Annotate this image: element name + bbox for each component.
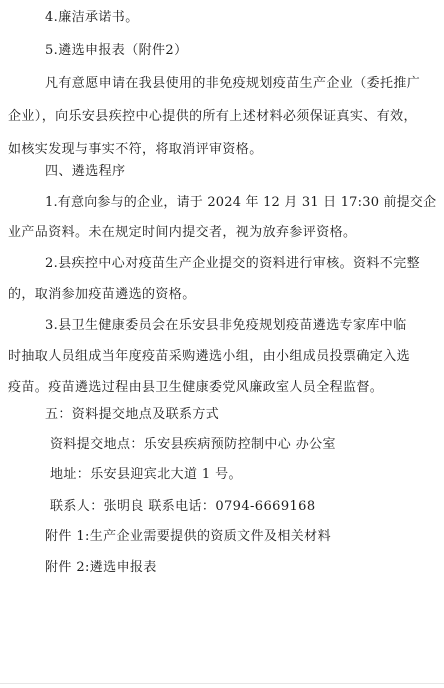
procedure-line-3: 2.县疾控中心对疫苗生产企业提交的资料进行审核。资料不完整 (45, 256, 421, 271)
section-five-heading: 五：资料提交地点及联系方式 (45, 407, 220, 422)
notice-line-1: 凡有意愿申请在我县使用的非免疫规划疫苗生产企业（委托推广 (45, 76, 421, 91)
page-bottom-divider (0, 683, 444, 684)
procedure-line-1: 1.有意向参与的企业，请于 2024 年 12 月 31 日 17:30 前提交企 (45, 195, 437, 210)
list-item-application-form: 5.遴选申报表（附件2） (45, 43, 188, 58)
contact-location: 资料提交地点：乐安县疾病预防控制中心 办公室 (50, 437, 336, 452)
contact-address: 地址：乐安县迎宾北大道 1 号。 (50, 467, 242, 482)
contact-person: 联系人：张明良 联系电话：0794-6669168 (50, 499, 316, 514)
procedure-line-7: 疫苗。疫苗遴选过程由县卫生健康委党风廉政室人员全程监督。 (8, 380, 384, 395)
procedure-line-2: 业产品资料。未在规定时间内提交者，视为放弃参评资格。 (8, 225, 357, 240)
procedure-line-4: 的，取消参加疫苗遴选的资格。 (8, 287, 196, 302)
attachment-2: 附件 2:遴选申报表 (45, 560, 157, 575)
attachment-1: 附件 1:生产企业需要提供的资质文件及相关材料 (45, 529, 331, 544)
section-four-heading: 四、遴选程序 (45, 164, 126, 179)
list-item-integrity-pledge: 4.廉洁承诺书。 (45, 10, 139, 25)
procedure-line-5: 3.县卫生健康委员会在乐安县非免疫规划疫苗遴选专家库中临 (45, 318, 407, 333)
notice-line-3: 如核实发现与事实不符，将取消评审资格。 (8, 142, 263, 157)
procedure-line-6: 时抽取人员组成当年度疫苗采购遴选小组，由小组成员投票确定入选 (8, 349, 411, 364)
notice-line-2: 企业），向乐安县疾控中心提供的所有上述材料必须保证真实、有效， (8, 109, 417, 124)
